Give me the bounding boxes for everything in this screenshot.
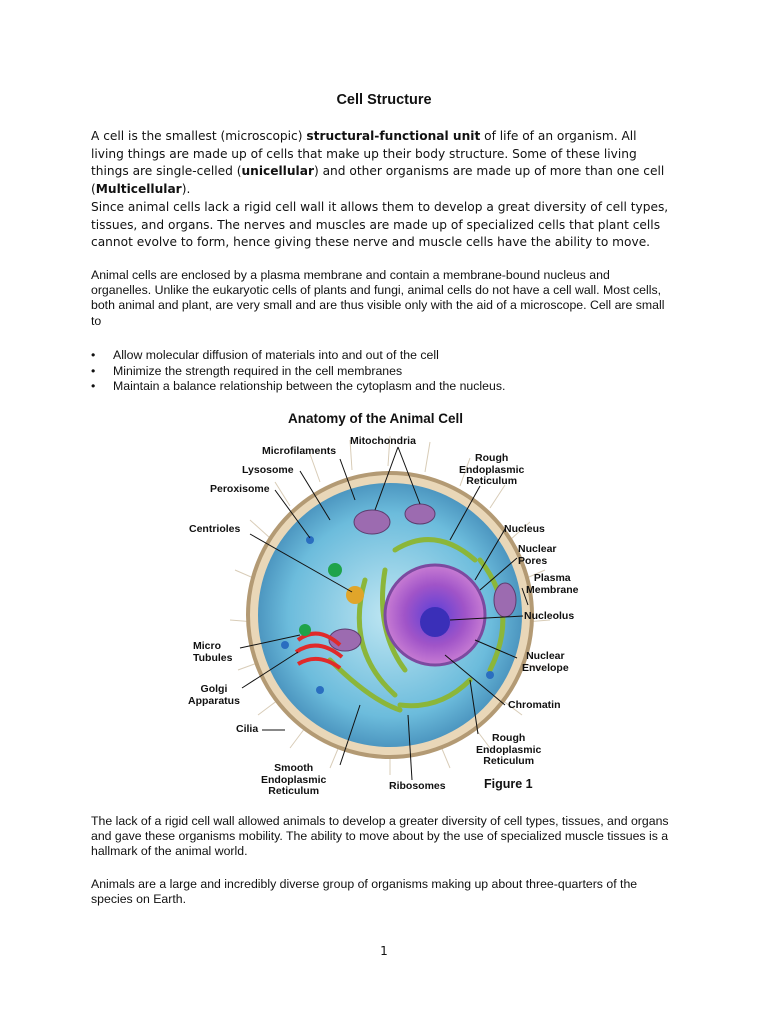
paragraph-diversity: Animals are a large and incredibly diverse group of organisms making up about three-quarters of the species on Earth. xyxy=(91,877,638,907)
text-run: A cell is the smallest (microscopic) xyxy=(91,129,307,143)
label-nuclear-envelope: Nuclear Envelope xyxy=(522,650,569,674)
mitochondrion-shape xyxy=(405,504,435,524)
label-centrioles: Centrioles xyxy=(189,523,241,535)
bullet-list xyxy=(91,348,691,395)
paragraph-plasma-membrane: Animal cells are enclosed by a plasma membrane and contain a membrane-bound nucleus and organelles. Unlike the eukaryotic cells of plants and fungi, animal cells do not have a cell wall. Most cells, both animal and plant, are very small and are thus visible only with the aid of a microscope. Cell are small to xyxy=(91,268,665,328)
label-nucleus: Nucleus xyxy=(504,523,545,535)
figure-title: Anatomy of the Animal Cell xyxy=(288,411,464,426)
mitochondrion-shape xyxy=(494,583,516,617)
centriole-shape xyxy=(346,586,364,604)
text-run: of life of an organism. All living things are made up of cells that make up their body structure. Some of these living things are single-celled ( xyxy=(91,129,637,179)
lysosome-shape xyxy=(328,563,342,577)
label-nuclear-pores: Nuclear Pores xyxy=(518,543,557,567)
label-rough-er-top: Rough Endoplasmic Reticulum xyxy=(459,452,525,487)
bold-term: Multicellular xyxy=(95,181,182,196)
list-item xyxy=(91,364,691,380)
paragraph-cell-definition xyxy=(91,128,671,198)
list-item-text: Maintain a balance relationship between the cytoplasm and the nucleus. xyxy=(113,379,506,393)
paragraph-mobility: The lack of a rigid cell wall allowed animals to develop a greater diversity of cell types, tissues, and organs and gave these organisms mobility. The ability to move about by the use of specialized muscle tissues is a hallmark of the animal world. xyxy=(91,814,669,859)
vesicle-shape xyxy=(316,686,324,694)
label-rough-er-bottom: Rough Endoplasmic Reticulum xyxy=(476,732,542,767)
label-peroxisome: Peroxisome xyxy=(210,483,270,495)
label-golgi-apparatus: Golgi Apparatus xyxy=(188,683,240,707)
peroxisome-shape xyxy=(299,624,311,636)
text-run: ). xyxy=(181,181,191,196)
label-micro-tubules: Micro Tubules xyxy=(193,640,233,664)
bullet-icon: • xyxy=(91,363,96,378)
label-nucleolus: Nucleolus xyxy=(524,610,575,622)
list-item xyxy=(91,379,691,395)
label-smooth-er: Smooth Endoplasmic Reticulum xyxy=(261,762,327,797)
page-title: Cell Structure xyxy=(336,92,432,108)
mitochondrion-shape xyxy=(354,510,390,534)
list-item-text: Minimize the strength required in the cell membranes xyxy=(113,363,403,378)
list-item-text: Allow molecular diffusion of materials into and out of the cell xyxy=(113,348,439,362)
bullet-icon: • xyxy=(91,379,96,393)
bullet-icon: • xyxy=(91,348,96,362)
label-ribosomes: Ribosomes xyxy=(389,780,446,792)
text-run: ) and other organisms are made up of more than one cell ( xyxy=(91,164,665,196)
nucleolus-shape xyxy=(420,607,450,637)
label-plasma-membrane: Plasma Membrane xyxy=(526,572,579,596)
paragraph-cell-wall: Since animal cells lack a rigid cell wall it allows them to develop a great diversity of cell types, tissues, and organs. The nerves and muscles are made up of specialized cells that plant cells cannot evolve to form, hence giving these nerve and muscle cells have the ability to move. xyxy=(91,200,669,250)
bold-term: structural-functional unit xyxy=(306,129,481,143)
label-lysosome: Lysosome xyxy=(242,464,294,476)
vesicle-shape xyxy=(486,671,494,679)
figure-caption: Figure 1 xyxy=(484,777,533,791)
list-item xyxy=(91,348,691,364)
label-mitochondria: Mitochondria xyxy=(350,435,416,447)
page-number: 1 xyxy=(380,944,388,958)
label-chromatin: Chromatin xyxy=(508,699,561,711)
label-microfilaments: Microfilaments xyxy=(262,445,337,457)
bold-term: unicellular xyxy=(241,164,314,179)
vesicle-shape xyxy=(281,641,289,649)
label-cilia: Cilia xyxy=(236,723,259,735)
